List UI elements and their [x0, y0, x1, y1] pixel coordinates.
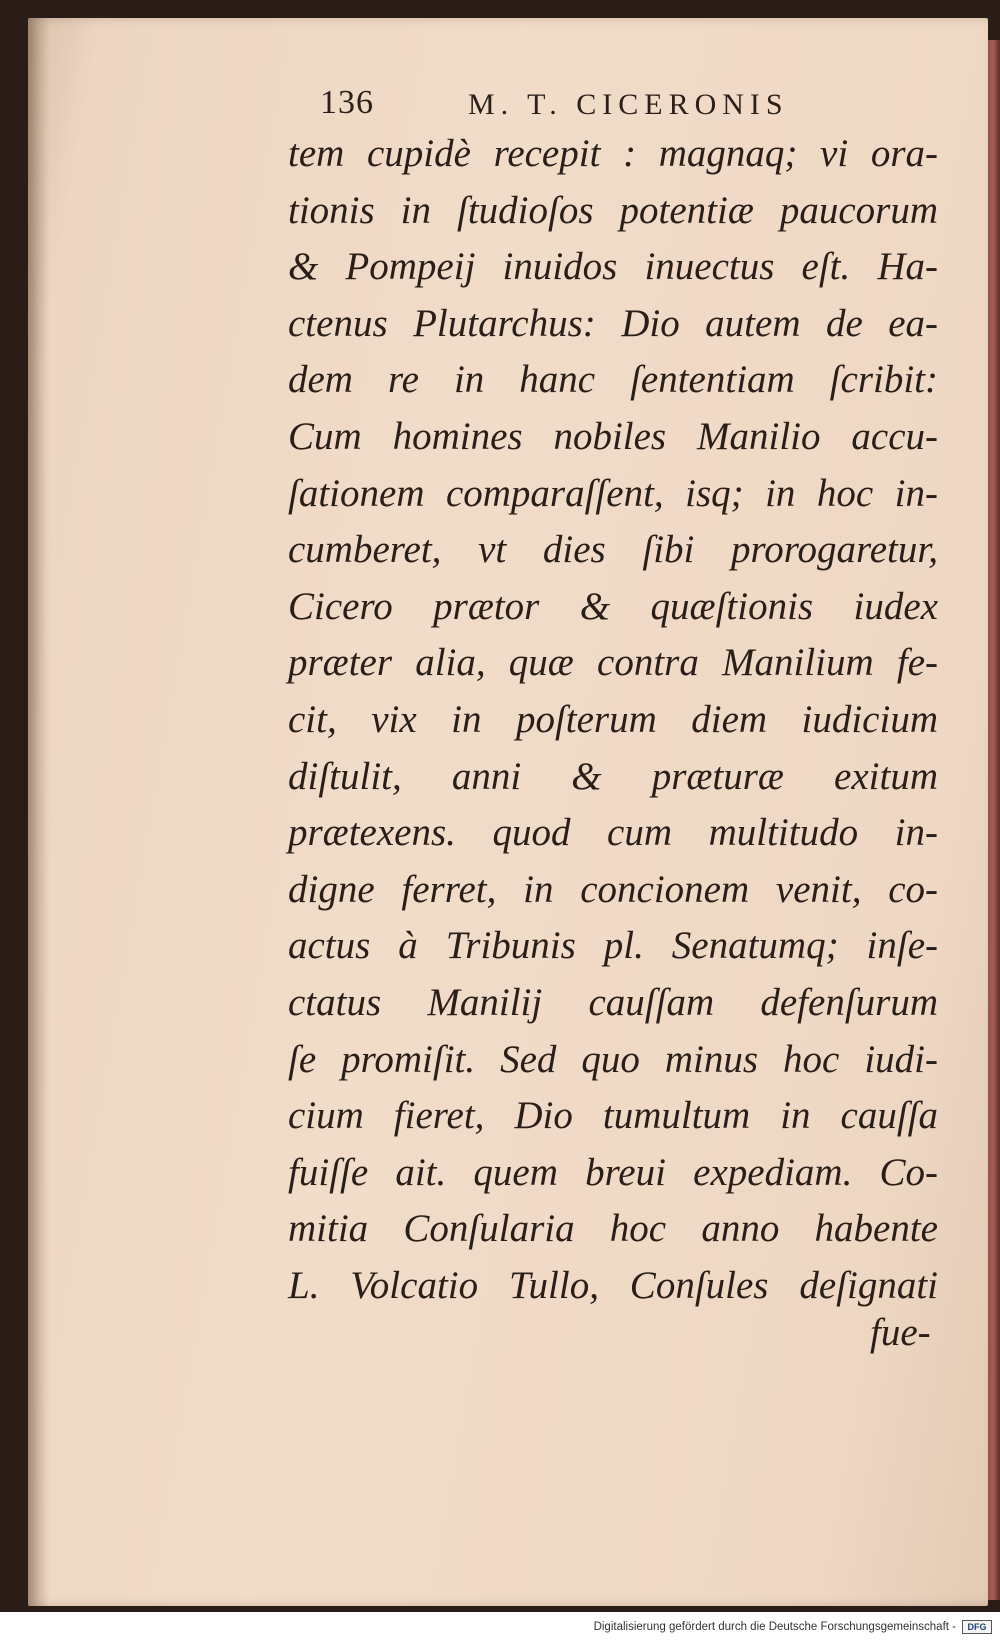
running-title: M. T. CICERONIS	[468, 88, 789, 121]
page-gutter-shadow	[28, 18, 50, 1606]
page-number: 136	[320, 84, 374, 121]
text-line: fuiſſe ait. quem breui expediam. Co-	[288, 1150, 938, 1194]
text-line: & Pompeij inuidos inuectus eſt. Ha-	[288, 245, 938, 289]
text-line: ctenus Plutarchus: Dio autem de ea-	[288, 301, 938, 345]
text-line: cumberet, vt dies ſibi prorogaretur,	[288, 528, 938, 572]
catchword: fue-	[870, 1311, 931, 1354]
text-line: Cum homines nobiles Manilio accu-	[288, 414, 938, 458]
text-line: tionis in ſtudioſos potentiæ paucorum	[288, 188, 938, 232]
text-line: ctatus Manilij cauſſam defenſurum	[288, 980, 938, 1024]
text-line: actus à Tribunis pl. Senatumq; inſe-	[288, 924, 938, 968]
text-line: Cicero prætor & quæſtionis iudex	[288, 584, 938, 628]
footer-bar	[0, 1612, 1000, 1645]
text-line: cium fieret, Dio tumultum in cauſſa	[288, 1094, 938, 1138]
text-line: diſtulit, anni & præturæ exitum	[288, 754, 938, 798]
text-line: præter alia, quæ contra Manilium fe-	[288, 641, 938, 685]
text-line: ſe promiſit. Sed quo minus hoc iudi-	[288, 1037, 938, 1081]
text-line: tem cupidè recepit : magnaq; vi ora-	[288, 132, 938, 175]
text-line: digne ferret, in concionem venit, co-	[288, 867, 938, 911]
digitization-credit: Digitalisierung gefördert durch die Deutsche Forschungsgemeinschaft -	[593, 1621, 956, 1633]
dfg-logo: DFG	[962, 1620, 992, 1634]
text-line: L. Volcatio Tullo, Conſules deſignati	[288, 1263, 938, 1307]
text-line: cit, vix in poſterum diem iudicium	[288, 697, 938, 741]
text-line: mitia Conſularia hoc anno habente	[288, 1207, 938, 1251]
body-text	[288, 126, 938, 1314]
running-head	[320, 84, 940, 124]
text-line: prætexens. quod cum multitudo in-	[288, 811, 938, 855]
text-line: ſationem comparaſſent, isq; in hoc in-	[288, 471, 938, 515]
text-line: dem re in hanc ſententiam ſcribit:	[288, 358, 938, 402]
